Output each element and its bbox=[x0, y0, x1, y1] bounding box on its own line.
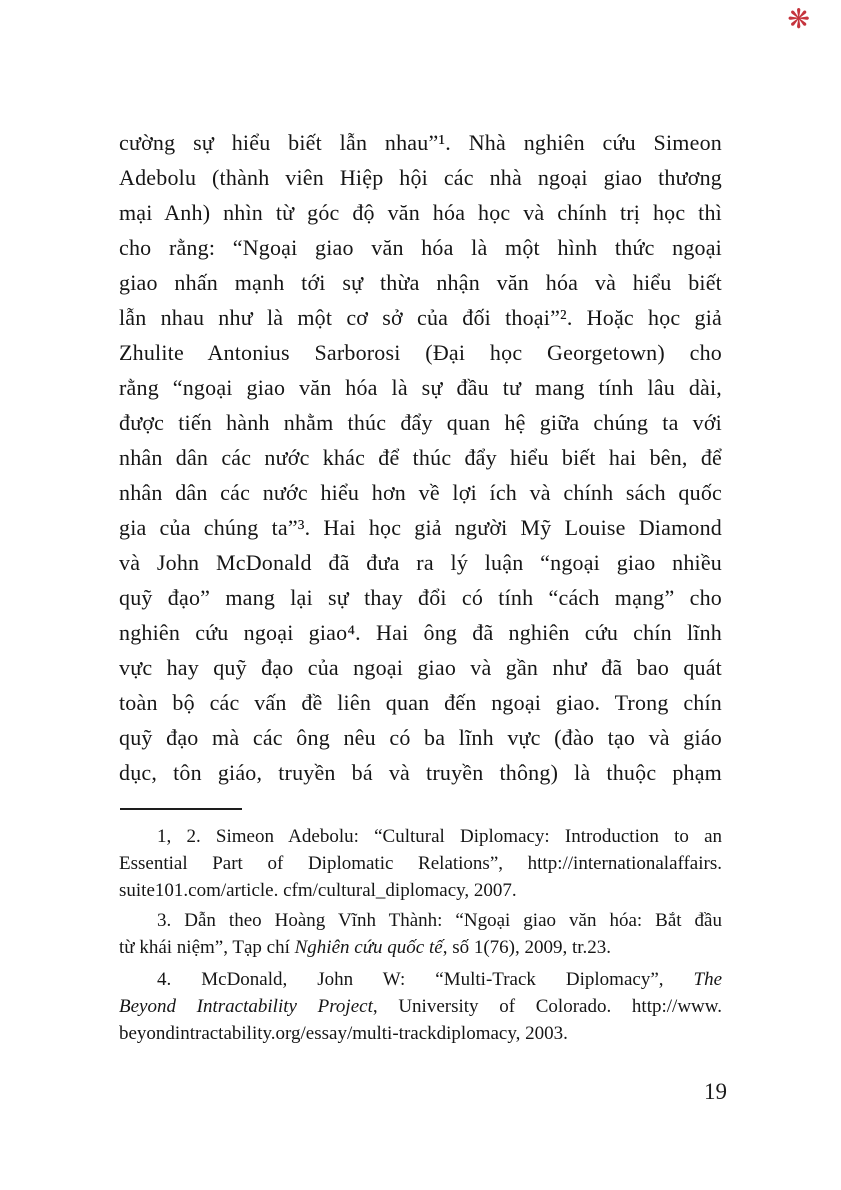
body-paragraph bbox=[119, 125, 722, 790]
text-line: nghiên cứu ngoại giao⁴. Hai ông đã nghiên cứu chín lĩnh bbox=[119, 620, 722, 645]
footnote-italic-title: Beyond Intractability Project bbox=[119, 996, 373, 1017]
text-line: nhân dân các nước khác để thúc đẩy hiểu biết hai bên, để bbox=[119, 445, 722, 470]
footnote-text: , University of Colorado. http://www. bbox=[372, 996, 722, 1017]
footnote-line bbox=[119, 966, 722, 993]
footnote-separator bbox=[120, 808, 242, 810]
text-line: dục, tôn giáo, truyền bá và truyền thông) là thuộc phạm bbox=[119, 760, 722, 785]
flower-icon: ❋ bbox=[787, 4, 810, 35]
text-line: mại Anh) nhìn từ góc độ văn hóa học và chính trị học thì bbox=[119, 200, 722, 225]
footnote-line: Essential Part of Diplomatic Relations”, http://internationalaffairs. bbox=[119, 853, 722, 874]
text-line: Zhulite Antonius Sarborosi (Đại học Georgetown) cho bbox=[119, 340, 722, 365]
text-line: vực hay quỹ đạo của ngoại giao và gần như đã bao quát bbox=[119, 655, 722, 680]
footnote-text: 4. McDonald, John W: “Multi-Track Diplomacy”, bbox=[157, 969, 694, 990]
text-line: được tiến hành nhằm thúc đẩy quan hệ giữa chúng ta với bbox=[119, 410, 722, 435]
text-line: và John McDonald đã đưa ra lý luận “ngoại giao nhiều bbox=[119, 550, 722, 575]
footnote-text: từ khái niệm”, Tạp chí bbox=[119, 937, 295, 958]
footnote-line bbox=[119, 993, 722, 1020]
text-line: lẫn nhau như là một cơ sở của đối thoại”². Hoặc học giả bbox=[119, 305, 722, 330]
page-number: 19 bbox=[704, 1079, 727, 1104]
footnote-line: 1, 2. Simeon Adebolu: “Cultural Diplomacy: Introduction to an bbox=[157, 826, 722, 847]
footnote-entry-4 bbox=[119, 966, 722, 1047]
text-line: Adebolu (thành viên Hiệp hội các nhà ngoại giao thương bbox=[119, 165, 722, 190]
text-line: giao nhấn mạnh tới sự thừa nhận văn hóa và hiểu biết bbox=[119, 270, 722, 295]
text-line: toàn bộ các vấn đề liên quan đến ngoại giao. Trong chín bbox=[119, 690, 722, 715]
text-line: quỹ đạo” mang lại sự thay đổi có tính “cách mạng” cho bbox=[119, 585, 722, 610]
footnote-line: suite101.com/article. cfm/cultural_diplomacy, 2007. bbox=[119, 880, 517, 901]
footnote-line bbox=[119, 934, 722, 961]
text-line: cường sự hiểu biết lẫn nhau”¹. Nhà nghiên cứu Simeon bbox=[119, 130, 722, 155]
footnote-italic-title: The bbox=[693, 969, 722, 990]
footnote-text: , số 1(76), 2009, tr.23. bbox=[442, 937, 612, 958]
footnote-entry-3 bbox=[119, 907, 722, 961]
footnotes-block bbox=[119, 823, 722, 1047]
footnote-entry-1-2 bbox=[119, 823, 722, 904]
footnote-italic-title: Nghiên cứu quốc tế bbox=[294, 937, 443, 958]
footnote-line: beyondintractability.org/essay/multi-trackdiplomacy, 2003. bbox=[119, 1023, 568, 1044]
text-line: rằng “ngoại giao văn hóa là sự đầu tư mang tính lâu dài, bbox=[119, 375, 722, 400]
text-line: cho rằng: “Ngoại giao văn hóa là một hình thức ngoại bbox=[119, 235, 722, 260]
text-line: gia của chúng ta”³. Hai học giả người Mỹ Louise Diamond bbox=[119, 515, 722, 540]
text-line: nhân dân các nước hiểu hơn về lợi ích và chính sách quốc bbox=[119, 480, 722, 505]
text-line: quỹ đạo mà các ông nêu có ba lĩnh vực (đào tạo và giáo bbox=[119, 725, 722, 750]
footnote-line: 3. Dẫn theo Hoàng Vĩnh Thành: “Ngoại giao văn hóa: Bắt đầu bbox=[157, 910, 722, 931]
